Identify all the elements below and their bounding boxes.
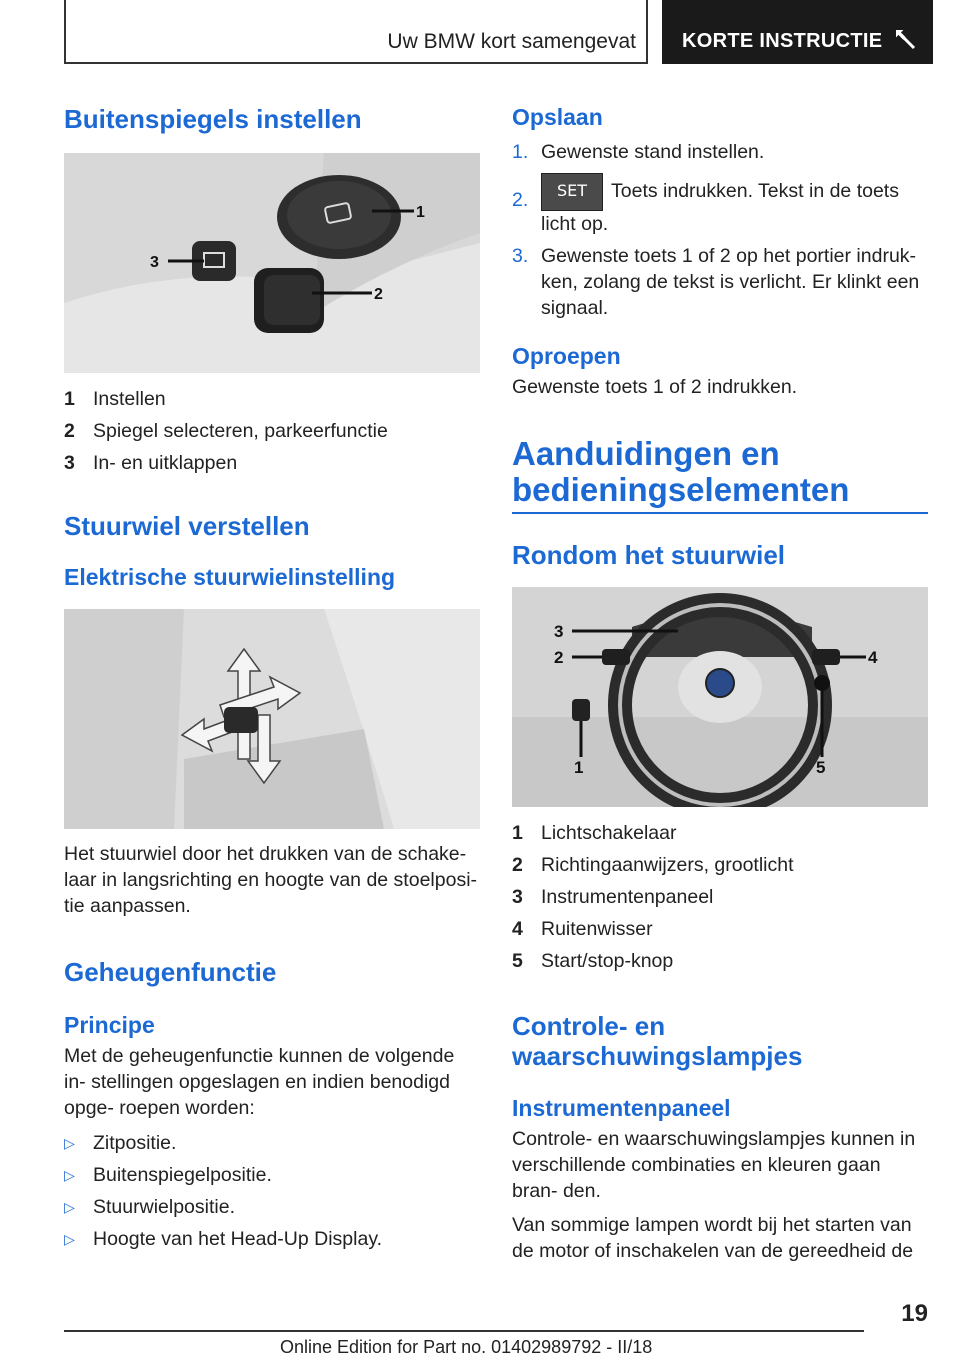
wheel-callout-4: 4 <box>868 648 878 667</box>
recall-text: Gewenste toets 1 of 2 indrukken. <box>512 376 798 398</box>
footer-rule <box>64 1330 864 1332</box>
header-section-title: Uw BMW kort samengevat <box>387 30 636 53</box>
step-number: 2. <box>512 189 529 211</box>
item-text: Start/stop-knop <box>541 950 674 972</box>
step-text: Toets indrukken. Tekst in de toets licht op. <box>541 180 899 235</box>
steering-heading: Stuurwiel verstellen <box>64 511 310 541</box>
item-number: 2 <box>64 420 75 442</box>
list-item <box>512 849 928 881</box>
item-number: 2 <box>512 854 523 876</box>
memory-bullet-list <box>64 1127 480 1255</box>
heading-rule <box>512 512 928 514</box>
save-heading: Opslaan <box>512 104 603 130</box>
set-button-icon: SET <box>541 173 603 211</box>
item-number: 1 <box>64 388 75 410</box>
bullet-text: Zitpositie. <box>93 1132 177 1154</box>
bullet-text: Buitenspiegelpositie. <box>93 1164 272 1186</box>
bullet-triangle-icon: ▷ <box>64 1167 75 1183</box>
warnings-text-1: Controle- en waarschuwingslampjes kunnen in verschillende combinaties en kleuren gaan bran- den. <box>512 1128 916 1202</box>
list-item <box>64 415 480 447</box>
controls-heading-line1: Aanduidingen en <box>512 435 780 472</box>
bullet-triangle-icon: ▷ <box>64 1135 75 1151</box>
mirror-items-list <box>64 383 480 479</box>
page-number: 19 <box>901 1300 928 1327</box>
step-item <box>512 173 928 237</box>
step-number: 3. <box>512 245 529 267</box>
mirror-callout-3: 3 <box>150 254 159 271</box>
header-chapter-tab <box>662 0 933 64</box>
item-number: 1 <box>512 822 523 844</box>
left-column <box>64 100 480 1255</box>
right-column <box>512 100 928 1264</box>
step-number: 1. <box>512 141 529 163</box>
item-number: 5 <box>512 950 523 972</box>
warnings-heading-line2: waarschuwingslampjes <box>512 1041 803 1071</box>
header-chapter-label: KORTE INSTRUCTIE <box>682 30 883 52</box>
controls-heading-line2: bedieningselementen <box>512 471 850 508</box>
item-number: 3 <box>64 452 75 474</box>
principle-subheading: Principe <box>64 1012 155 1038</box>
list-item <box>64 383 480 415</box>
warnings-heading-block <box>512 1011 928 1071</box>
item-text: In- en uitklappen <box>93 452 238 474</box>
wheel-items-list <box>512 817 928 977</box>
list-item <box>64 1191 480 1223</box>
item-text: Ruitenwisser <box>541 918 653 940</box>
warnings-text-2: Van sommige lampen wordt bij het starten van de motor of inschakelen van de gereedheid de <box>512 1214 914 1262</box>
wheel-callout-2: 2 <box>554 648 564 667</box>
footer-edition: Online Edition for Part no. 01402989792 - II/18 <box>280 1337 653 1357</box>
step-text: Gewenste stand instellen. <box>541 141 765 163</box>
recall-heading: Oproepen <box>512 343 621 369</box>
list-item <box>64 1223 480 1255</box>
warnings-heading-line1: Controle- en <box>512 1011 666 1041</box>
item-number: 3 <box>512 886 523 908</box>
controls-heading-block <box>512 436 928 514</box>
list-item <box>512 945 928 977</box>
list-item <box>512 817 928 849</box>
mirror-controls-image <box>64 153 480 373</box>
mirrors-heading: Buitenspiegels instellen <box>64 104 362 134</box>
around-wheel-heading: Rondom het stuurwiel <box>512 540 785 570</box>
bullet-text: Stuurwielpositie. <box>93 1196 235 1218</box>
item-text: Lichtschakelaar <box>541 822 677 844</box>
list-item <box>64 1159 480 1191</box>
principle-text: Met de geheugenfunctie kunnen de volgende in- stellingen opgeslagen en indien benodigd opge- roepen worden: <box>64 1045 455 1119</box>
wheel-callout-1: 1 <box>574 758 584 777</box>
step-item <box>512 243 928 321</box>
step-text: Gewenste toets 1 of 2 op het portier indruk- ken, zolang de tekst is verlicht. Er klinkt een signaal. <box>541 245 920 319</box>
item-text: Spiegel selecteren, parkeerfunctie <box>93 420 388 442</box>
mirror-callout-2: 2 <box>374 286 383 303</box>
item-text: Instellen <box>93 388 166 410</box>
item-text: Instrumentenpaneel <box>541 886 714 908</box>
steering-wheel-image <box>512 587 928 807</box>
step-item <box>512 139 928 165</box>
item-text: Richtingaanwijzers, grootlicht <box>541 854 794 876</box>
wheel-callout-5: 5 <box>816 758 826 777</box>
steering-subheading: Elektrische stuurwielinstelling <box>64 564 396 590</box>
bullet-text: Hoogte van het Head-Up Display. <box>93 1228 383 1250</box>
bullet-triangle-icon: ▷ <box>64 1199 75 1215</box>
quick-reference-icon <box>895 29 917 51</box>
bullet-triangle-icon: ▷ <box>64 1231 75 1247</box>
mirror-callout-1: 1 <box>416 204 425 221</box>
item-number: 4 <box>512 918 523 940</box>
memory-heading: Geheugenfunctie <box>64 957 277 987</box>
save-steps-list <box>512 139 928 321</box>
wheel-callout-3: 3 <box>554 622 564 641</box>
list-item <box>64 447 480 479</box>
list-item <box>64 1127 480 1159</box>
steering-adjust-image <box>64 609 480 829</box>
list-item <box>512 913 928 945</box>
instrument-panel-subheading: Instrumentenpaneel <box>512 1095 731 1121</box>
list-item <box>512 881 928 913</box>
steering-description: Het stuurwiel door het drukken van de schake- laar in langsrichting en hoogte van de stoelposi- tie aanpassen. <box>64 843 478 917</box>
